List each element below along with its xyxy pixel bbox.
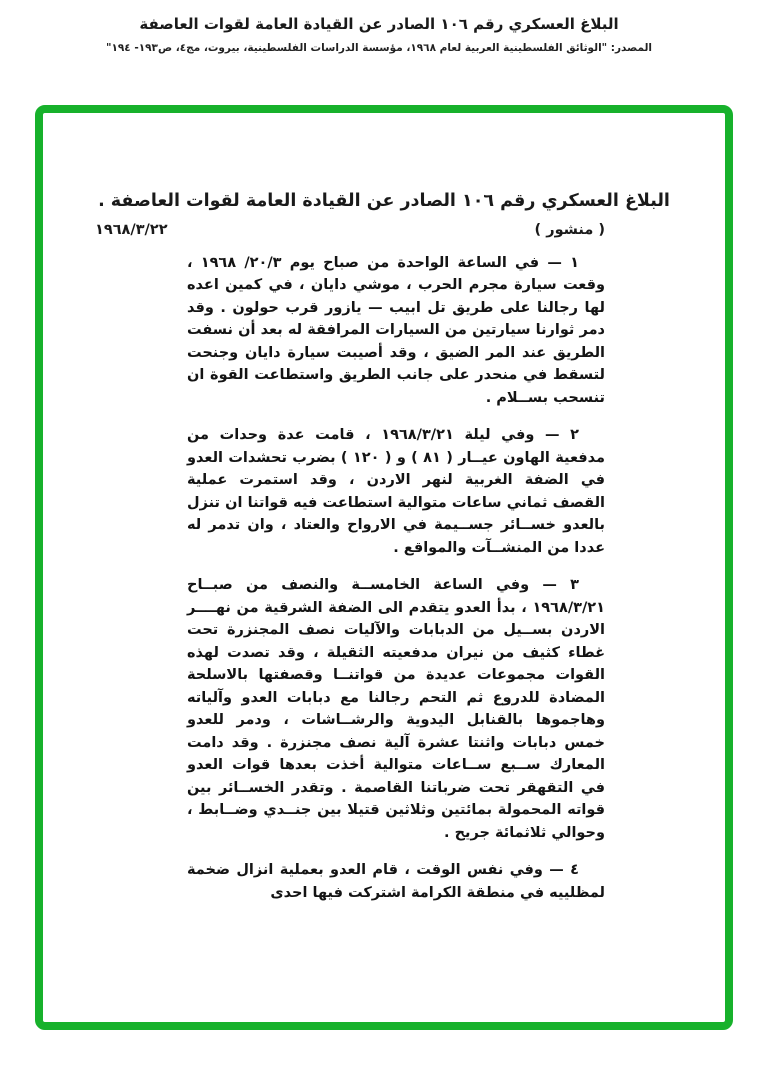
communique-paragraph-1: ١ — في الساعة الواحدة من صباح يوم ٢٠/٣/ ١٩٦٨ ، وقعت سيارة مجرم الحرب ، موشي دايان ، في كمين اعده لها رجالنا على طريق تل ابيب — يازور قرب حولون . وقد دمر ثوارنا سيارتين من السيارات المرافقة له بعد أن نسفت الطريق عند المر الضيق ، وقد أصيبت سيارة دايان وجنحت لتسقط في منحدر على جانب الطريق واستطاعت القوة ان تنسحب بســلام .: [187, 254, 605, 406]
page-header-title: البلاغ العسكري رقم ١٠٦ الصادر عن القيادة العامة لقوات العاصفة: [139, 15, 619, 33]
communique-frame: [35, 105, 733, 1030]
communique-paragraph-3: ٣ — وفي الساعة الخامســة والنصف من صبــاح ١٩٦٨/٣/٢١ ، بدأ العدو يتقدم الى الضفة الشرقية من نهــــر الاردن بســيل من الدبابات والآليات نصف المجنزرة تحت غطاء كثيف من نيران مدفعيته الثقيلة ، وقد تصدت لهذه القوات مجموعات عديدة من قواتنــا وقصفتها بالاسلحة المضادة للدروع ثم التحم رجالنا مع دبابات العدو وآلياته وهاجموها بالقنابل اليدوية والرشــاشات ، ودمر للعدو خمس دبابات واثنتا عشرة آلية نصف مجنزرة . وقد دامت المعارك ســبع ســاعات متوالية أخذت بعدها قوات العدو في التقهقر تحت ضرباتنا القاصمة . وتقدر الخســائر بين قواته المحمولة بمائتين وثلاثين قتيلا بين جنــدي وضــابط ، وحوالي ثلاثمائة جريح .: [187, 577, 605, 841]
communique-title: البلاغ العسكري رقم ١٠٦ الصادر عن القيادة العامة لقوات العاصفة .: [98, 191, 670, 211]
communique-date: ١٩٦٨/٣/٢٢: [95, 221, 168, 238]
communique-paragraph-4: ٤ — وفي نفس الوقت ، قام العدو بعملية انزال ضخمة لمظلييه في منطقة الكرامة اشتركت فيها احدى: [187, 862, 605, 901]
page-header: [0, 12, 758, 54]
publication-note: ( منشور ): [534, 221, 605, 238]
communique-paragraph-2: ٢ — وفي ليلة ١٩٦٨/٣/٢١ ، قامت عدة وحدات من مدفعية الهاون عيــار ( ٨١ ) و ( ١٢٠ ) بضرب تحشدات العدو في الضفة الغربية لنهر الاردن ، وقد استمرت عملية القصف ثماني ساعات متوالية استطاعت فيه قواتنا ان تنزل بالعدو خســائر جســيمة في الارواح والعتاد ، وان تدمر له عددا من المنشــآت والمواقع .: [187, 427, 606, 556]
communique-meta-row: [43, 214, 725, 238]
page-header-source: المصدر: "الوثائق الفلسطينية العربية لعام ١٩٦٨، مؤسسة الدراسات الفلسطينية، بيروت، مج٤، ص١٩٣- ١٩٤": [105, 42, 653, 54]
communique-body: [187, 252, 605, 905]
